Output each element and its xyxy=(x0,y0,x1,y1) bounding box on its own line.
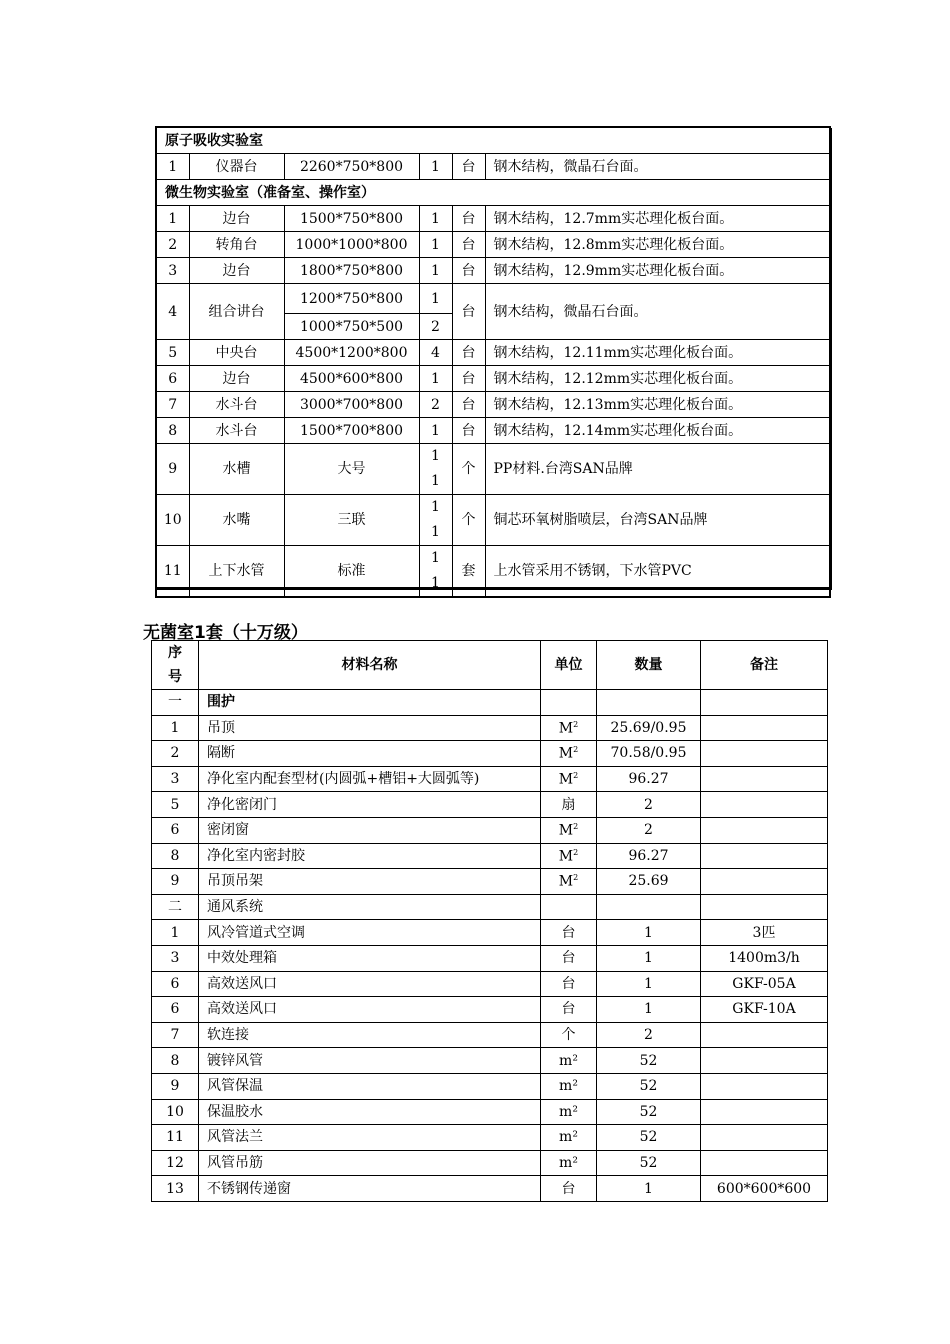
item-unit: 台 xyxy=(452,206,485,232)
item-spec: 大号 xyxy=(284,444,419,495)
unit-base: M xyxy=(558,720,574,737)
row-number: 7 xyxy=(152,1022,199,1048)
table-row xyxy=(156,180,830,206)
empty-cell xyxy=(541,690,597,716)
item-note: GKF-10A xyxy=(701,997,828,1023)
item-note: 钢木结构，12.14mm实芯理化板台面。 xyxy=(485,418,830,444)
item-qty: 1 xyxy=(419,284,452,314)
item-qty-line: 1 xyxy=(431,499,440,515)
row-number: 2 xyxy=(152,741,199,767)
item-name: 净化室内配套型材(内圆弧+槽铝+大圆弧等) xyxy=(199,766,541,792)
item-spec: 1800*750*800 xyxy=(284,258,419,284)
item-qty-line: 1 xyxy=(431,448,440,464)
item-name: 水斗台 xyxy=(189,392,284,418)
item-unit: 台 xyxy=(452,258,485,284)
item-unit xyxy=(541,715,597,741)
table-row xyxy=(152,920,828,946)
item-unit: m² xyxy=(541,1048,597,1074)
item-qty: 2 xyxy=(597,792,701,818)
item-unit: 台 xyxy=(541,971,597,997)
item-name: 边台 xyxy=(189,366,284,392)
empty-cell xyxy=(701,690,828,716)
item-unit: 台 xyxy=(452,154,485,180)
item-qty: 1 xyxy=(597,945,701,971)
table-row xyxy=(156,340,830,366)
item-unit xyxy=(541,843,597,869)
item-note: 600*600*600 xyxy=(701,1176,828,1202)
section-title: 原子吸收实验室 xyxy=(156,127,830,154)
item-qty: 52 xyxy=(597,1125,701,1151)
item-name: 风冷管道式空调 xyxy=(199,920,541,946)
table-row xyxy=(156,127,830,154)
item-note xyxy=(701,1048,828,1074)
table-row xyxy=(156,154,830,180)
item-name: 风管保温 xyxy=(199,1073,541,1099)
item-unit: 台 xyxy=(452,418,485,444)
item-qty: 1 xyxy=(597,997,701,1023)
item-qty: 52 xyxy=(597,1099,701,1125)
item-note: 钢木结构，12.9mm实芯理化板台面。 xyxy=(485,258,830,284)
item-name: 风管吊筋 xyxy=(199,1150,541,1176)
unit-superscript: 2 xyxy=(573,745,579,755)
item-note: 钢木结构，12.12mm实芯理化板台面。 xyxy=(485,366,830,392)
row-number: 1 xyxy=(156,154,189,180)
item-qty: 1 xyxy=(597,920,701,946)
item-qty: 1 xyxy=(419,154,452,180)
table-row xyxy=(152,997,828,1023)
item-unit: 台 xyxy=(452,232,485,258)
item-name: 净化密闭门 xyxy=(199,792,541,818)
table-row xyxy=(152,1176,828,1202)
item-unit: 台 xyxy=(541,920,597,946)
table-row xyxy=(152,741,828,767)
row-number: 6 xyxy=(156,366,189,392)
item-name: 仪器台 xyxy=(189,154,284,180)
item-name: 净化室内密封胶 xyxy=(199,843,541,869)
table-row xyxy=(152,817,828,843)
item-qty: 1 xyxy=(419,206,452,232)
header-no-line: 序 xyxy=(168,645,182,661)
row-number: 11 xyxy=(152,1125,199,1151)
item-note xyxy=(701,792,828,818)
table-row xyxy=(156,258,830,284)
unit-superscript: 2 xyxy=(573,847,579,857)
item-name: 边台 xyxy=(189,206,284,232)
item-note: PP材料.台湾SAN品牌 xyxy=(485,444,830,495)
header-note: 备注 xyxy=(701,641,828,690)
item-unit: 套 xyxy=(452,546,485,598)
row-number: 6 xyxy=(152,997,199,1023)
table-row xyxy=(152,690,828,716)
row-number: 5 xyxy=(156,340,189,366)
item-name: 组合讲台 xyxy=(189,284,284,340)
unit-superscript: 2 xyxy=(573,873,579,883)
item-note xyxy=(701,766,828,792)
item-qty xyxy=(419,546,452,598)
unit-base: M xyxy=(558,873,574,890)
item-name: 吊顶吊架 xyxy=(199,869,541,895)
item-unit: 个 xyxy=(452,444,485,495)
unit-base: M xyxy=(558,848,574,865)
item-name: 边台 xyxy=(189,258,284,284)
item-unit xyxy=(541,817,597,843)
row-number: 9 xyxy=(152,869,199,895)
lab-furniture-table xyxy=(155,126,831,598)
row-number: 13 xyxy=(152,1176,199,1202)
row-number: 3 xyxy=(152,945,199,971)
table-row xyxy=(156,444,830,495)
item-unit xyxy=(541,741,597,767)
item-spec: 标准 xyxy=(284,546,419,598)
item-note: 3匹 xyxy=(701,920,828,946)
item-spec: 4500*1200*800 xyxy=(284,340,419,366)
item-unit xyxy=(541,766,597,792)
item-qty: 2 xyxy=(597,1022,701,1048)
item-qty: 1 xyxy=(419,366,452,392)
item-note: 上水管采用不锈钢，下水管PVC xyxy=(485,546,830,598)
item-note xyxy=(701,1099,828,1125)
table-row xyxy=(152,843,828,869)
row-number: 11 xyxy=(156,546,189,598)
item-name: 吊顶 xyxy=(199,715,541,741)
item-qty: 1 xyxy=(597,971,701,997)
item-note xyxy=(701,1125,828,1151)
group-name: 围护 xyxy=(199,690,541,716)
item-note: 钢木结构，12.7mm实芯理化板台面。 xyxy=(485,206,830,232)
item-note: 钢木结构，12.11mm实芯理化板台面。 xyxy=(485,340,830,366)
row-number: 4 xyxy=(156,284,189,340)
item-qty: 1 xyxy=(419,232,452,258)
clean-room-materials-table xyxy=(151,640,828,1202)
table-row xyxy=(156,366,830,392)
item-name: 中央台 xyxy=(189,340,284,366)
group-number: 一 xyxy=(152,690,199,716)
item-qty xyxy=(419,495,452,546)
item-unit: 台 xyxy=(541,945,597,971)
item-note: 1400m3/h xyxy=(701,945,828,971)
unit-superscript: 2 xyxy=(573,821,579,831)
table-row xyxy=(156,284,830,314)
item-qty: 2 xyxy=(597,817,701,843)
item-name: 水槽 xyxy=(189,444,284,495)
header-unit: 单位 xyxy=(541,641,597,690)
table-row xyxy=(156,206,830,232)
table-row xyxy=(152,1073,828,1099)
item-note xyxy=(701,741,828,767)
row-number: 3 xyxy=(156,258,189,284)
table-row xyxy=(156,392,830,418)
item-qty-line: 1 xyxy=(431,473,440,489)
row-number: 3 xyxy=(152,766,199,792)
unit-base: 扇 xyxy=(561,796,576,813)
item-spec: 1500*750*800 xyxy=(284,206,419,232)
row-number: 8 xyxy=(152,843,199,869)
item-unit: 台 xyxy=(452,366,485,392)
row-number: 10 xyxy=(156,495,189,546)
item-unit: 台 xyxy=(452,392,485,418)
item-note xyxy=(701,817,828,843)
item-qty: 96.27 xyxy=(597,843,701,869)
item-note xyxy=(701,1150,828,1176)
group-number: 二 xyxy=(152,894,199,920)
item-name: 不锈钢传递窗 xyxy=(199,1176,541,1202)
table-row xyxy=(152,869,828,895)
row-number: 9 xyxy=(152,1073,199,1099)
item-unit: m² xyxy=(541,1099,597,1125)
item-spec: 1000*1000*800 xyxy=(284,232,419,258)
empty-cell xyxy=(597,690,701,716)
item-note: 钢木结构，微晶石台面。 xyxy=(485,284,830,340)
item-qty: 52 xyxy=(597,1073,701,1099)
row-number: 8 xyxy=(152,1048,199,1074)
item-spec: 1500*700*800 xyxy=(284,418,419,444)
item-spec: 2260*750*800 xyxy=(284,154,419,180)
row-number: 8 xyxy=(156,418,189,444)
item-qty: 52 xyxy=(597,1048,701,1074)
item-unit: m² xyxy=(541,1073,597,1099)
item-name: 保温胶水 xyxy=(199,1099,541,1125)
item-name: 高效送风口 xyxy=(199,971,541,997)
row-number: 2 xyxy=(156,232,189,258)
header-qty: 数量 xyxy=(597,641,701,690)
item-name: 高效送风口 xyxy=(199,997,541,1023)
row-number: 1 xyxy=(152,715,199,741)
item-note xyxy=(701,1022,828,1048)
item-name: 上下水管 xyxy=(189,546,284,598)
item-note xyxy=(701,869,828,895)
table-row xyxy=(152,1125,828,1151)
item-note: 钢木结构，12.13mm实芯理化板台面。 xyxy=(485,392,830,418)
item-name: 转角台 xyxy=(189,232,284,258)
clean-room-title: 无菌室1套（十万级） xyxy=(143,623,308,643)
item-name: 隔断 xyxy=(199,741,541,767)
item-note xyxy=(701,715,828,741)
row-number: 12 xyxy=(152,1150,199,1176)
item-name: 风管法兰 xyxy=(199,1125,541,1151)
item-qty: 70.58/0.95 xyxy=(597,741,701,767)
empty-cell xyxy=(597,894,701,920)
table-row xyxy=(156,546,830,598)
item-qty: 96.27 xyxy=(597,766,701,792)
item-name: 水嘴 xyxy=(189,495,284,546)
item-unit: 台 xyxy=(541,997,597,1023)
item-qty: 1 xyxy=(597,1176,701,1202)
item-unit: 台 xyxy=(541,1176,597,1202)
item-spec: 三联 xyxy=(284,495,419,546)
unit-superscript: 2 xyxy=(573,719,579,729)
item-qty: 25.69/0.95 xyxy=(597,715,701,741)
table-row xyxy=(156,232,830,258)
item-note: 钢木结构，微晶石台面。 xyxy=(485,154,830,180)
item-unit: m² xyxy=(541,1125,597,1151)
table-row xyxy=(152,1099,828,1125)
item-spec: 1200*750*800 xyxy=(284,284,419,314)
item-note xyxy=(701,843,828,869)
item-spec: 3000*700*800 xyxy=(284,392,419,418)
section-title: 微生物实验室（准备室、操作室） xyxy=(156,180,830,206)
item-note: 铜芯环氧树脂喷层，台湾SAN品牌 xyxy=(485,495,830,546)
table-row xyxy=(152,792,828,818)
item-unit: 个 xyxy=(541,1022,597,1048)
item-name: 镀锌风管 xyxy=(199,1048,541,1074)
item-qty: 4 xyxy=(419,340,452,366)
item-unit: 台 xyxy=(452,284,485,340)
item-unit xyxy=(541,792,597,818)
table-row xyxy=(152,945,828,971)
row-number: 5 xyxy=(152,792,199,818)
item-unit: m² xyxy=(541,1150,597,1176)
row-number: 9 xyxy=(156,444,189,495)
table-row xyxy=(152,766,828,792)
item-name: 水斗台 xyxy=(189,418,284,444)
item-qty: 1 xyxy=(419,418,452,444)
item-qty xyxy=(419,444,452,495)
item-qty-line: 1 xyxy=(431,524,440,540)
unit-base: M xyxy=(558,822,574,839)
row-number: 10 xyxy=(152,1099,199,1125)
header-no xyxy=(152,641,199,690)
table-row xyxy=(156,495,830,546)
item-qty-line: 1 xyxy=(431,550,440,566)
table-row xyxy=(152,971,828,997)
item-note: GKF-05A xyxy=(701,971,828,997)
unit-base: M xyxy=(558,745,574,762)
item-qty: 1 xyxy=(419,258,452,284)
item-qty: 52 xyxy=(597,1150,701,1176)
item-qty: 2 xyxy=(419,314,452,340)
row-number: 1 xyxy=(152,920,199,946)
item-note xyxy=(701,1073,828,1099)
item-unit: 个 xyxy=(452,495,485,546)
empty-cell xyxy=(701,894,828,920)
header-name: 材料名称 xyxy=(199,641,541,690)
table-row xyxy=(152,894,828,920)
row-number: 6 xyxy=(152,971,199,997)
item-note: 钢木结构，12.8mm实芯理化板台面。 xyxy=(485,232,830,258)
table-row xyxy=(152,1150,828,1176)
group-name: 通风系统 xyxy=(199,894,541,920)
table-row xyxy=(152,1048,828,1074)
empty-cell xyxy=(541,894,597,920)
unit-superscript: 2 xyxy=(573,770,579,780)
row-number: 1 xyxy=(156,206,189,232)
item-qty: 2 xyxy=(419,392,452,418)
item-name: 软连接 xyxy=(199,1022,541,1048)
item-name: 密闭窗 xyxy=(199,817,541,843)
row-number: 6 xyxy=(152,817,199,843)
table-row xyxy=(152,1022,828,1048)
item-spec: 1000*750*500 xyxy=(284,314,419,340)
table-row xyxy=(156,418,830,444)
item-name: 中效处理箱 xyxy=(199,945,541,971)
header-no-line: 号 xyxy=(168,669,182,685)
item-unit xyxy=(541,869,597,895)
item-qty: 25.69 xyxy=(597,869,701,895)
table-row xyxy=(152,641,828,690)
item-spec: 4500*600*800 xyxy=(284,366,419,392)
item-qty-line: 1 xyxy=(431,575,440,591)
unit-base: M xyxy=(558,771,574,788)
table-row xyxy=(152,715,828,741)
row-number: 7 xyxy=(156,392,189,418)
item-unit: 台 xyxy=(452,340,485,366)
